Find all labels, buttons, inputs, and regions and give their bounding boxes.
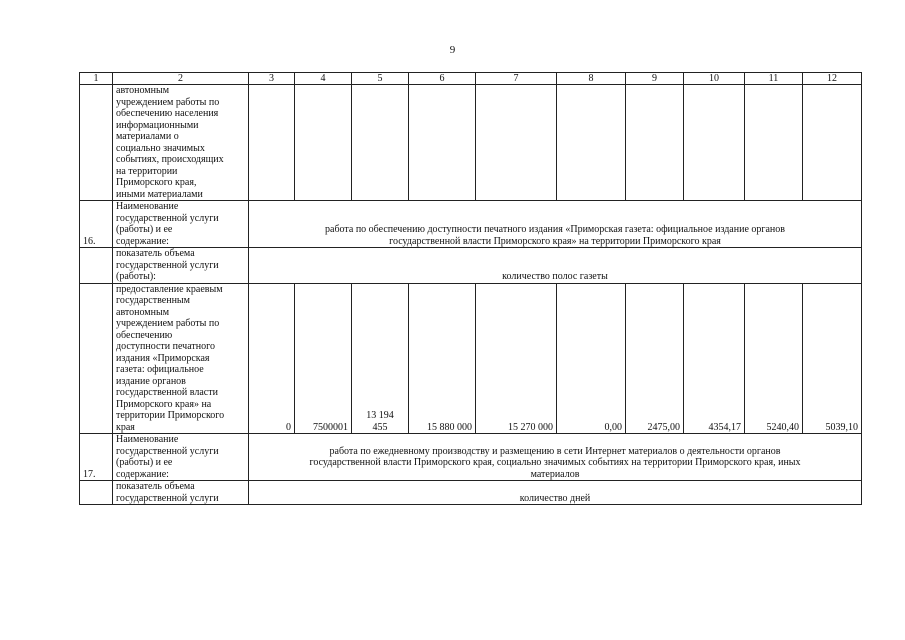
description-line: показатель объема — [116, 481, 195, 492]
value-line: 13 194 — [366, 410, 394, 421]
description-line: информационными — [116, 119, 199, 131]
indicator-content-cell: количество дней — [249, 481, 862, 505]
description-cell — [113, 434, 249, 481]
column-header: 9 — [626, 73, 684, 85]
value-cell: 5240,40 — [745, 283, 803, 434]
description-line: издания «Приморская — [116, 352, 210, 364]
table-row — [80, 434, 862, 481]
description-line: содержание: — [116, 468, 169, 480]
description-cell — [113, 85, 249, 201]
service-content-line: работа по обеспечению доступности печатного издания «Приморская газета: официальное издание органов — [325, 224, 785, 235]
column-header: 1 — [80, 73, 113, 85]
description-line: предоставление краевым — [116, 283, 223, 295]
value-cell: 0,00 — [557, 283, 626, 434]
row-number-cell — [80, 283, 113, 434]
empty-cell — [626, 85, 684, 201]
description-line: территории Приморского — [116, 410, 225, 421]
description-line: (работы) и ее — [116, 224, 173, 235]
service-content-line: работа по ежедневному производству и размещению в сети Интернет материалов о деятельности органов — [329, 445, 781, 457]
service-content-line: государственной власти Приморского края» на территории Приморского края — [389, 235, 721, 247]
table-row — [80, 248, 862, 284]
budget-table — [79, 72, 862, 505]
value-cell: 15 880 000 — [409, 283, 476, 434]
row-number-cell: 17. — [80, 434, 113, 481]
column-header: 2 — [113, 73, 249, 85]
description-line: государственной услуги — [116, 445, 219, 457]
description-line: автономным — [116, 85, 170, 96]
column-header: 4 — [295, 73, 352, 85]
description-line: учреждением работы по — [116, 96, 220, 108]
description-line: событиях, происходящих — [116, 154, 224, 165]
empty-cell — [803, 85, 862, 201]
column-header: 8 — [557, 73, 626, 85]
column-header: 3 — [249, 73, 295, 85]
description-line: края — [116, 421, 135, 433]
service-content-line: материалов — [530, 468, 580, 480]
indicator-content-cell: количество полос газеты — [249, 248, 862, 284]
empty-cell — [745, 85, 803, 201]
empty-cell — [476, 85, 557, 201]
column-header: 12 — [803, 73, 862, 85]
empty-cell — [249, 85, 295, 201]
row-number-cell — [80, 248, 113, 284]
description-line: Приморского края, — [116, 177, 197, 188]
description-line: Наименование — [116, 434, 179, 445]
column-header: 7 — [476, 73, 557, 85]
description-line: обеспечению — [116, 329, 173, 341]
description-line: издание органов — [116, 375, 186, 387]
empty-cell — [352, 85, 409, 201]
description-line: (работы): — [116, 271, 156, 282]
description-line: на территории — [116, 165, 178, 177]
row-number-cell — [80, 481, 113, 505]
description-line: государственным — [116, 295, 190, 306]
row-number-cell — [80, 85, 113, 201]
column-header: 6 — [409, 73, 476, 85]
empty-cell — [684, 85, 745, 201]
empty-cell — [409, 85, 476, 201]
column-header: 5 — [352, 73, 409, 85]
description-line: материалами о — [116, 131, 179, 142]
service-content-cell — [249, 201, 862, 248]
page-number: 9 — [449, 44, 456, 56]
table-row — [80, 85, 862, 201]
description-cell — [113, 201, 249, 248]
description-line: государственной услуги — [116, 212, 219, 224]
description-cell — [113, 248, 249, 284]
row-number-cell: 16. — [80, 201, 113, 248]
description-line: учреждением работы по — [116, 318, 220, 329]
description-line: доступности печатного — [116, 341, 215, 352]
description-line: социально значимых — [116, 142, 205, 154]
description-line: Приморского края» на — [116, 398, 212, 410]
empty-cell — [295, 85, 352, 201]
description-line: Наименование — [116, 201, 179, 212]
description-cell — [113, 481, 249, 505]
description-line: (работы) и ее — [116, 457, 173, 468]
description-line: показатель объема — [116, 248, 195, 259]
table-row — [80, 481, 862, 505]
table-row — [80, 283, 862, 434]
description-line: автономным — [116, 306, 170, 318]
value-cell: 4354,17 — [684, 283, 745, 434]
table-row — [80, 201, 862, 248]
description-line: иными материалами — [116, 188, 203, 200]
description-line: газета: официальное — [116, 364, 204, 375]
description-line: обеспечению населения — [116, 108, 219, 119]
description-cell — [113, 283, 249, 434]
value-cell: 2475,00 — [626, 283, 684, 434]
description-line: государственной услуги — [116, 492, 219, 504]
column-header: 11 — [745, 73, 803, 85]
column-header: 10 — [684, 73, 745, 85]
value-cell: 5039,10 — [803, 283, 862, 434]
value-cell: 15 270 000 — [476, 283, 557, 434]
value-cell: 7500001 — [295, 283, 352, 434]
value-cell: 0 — [249, 283, 295, 434]
description-line: государственной услуги — [116, 259, 219, 271]
value-cell — [352, 283, 409, 434]
description-line: государственной власти — [116, 387, 218, 398]
empty-cell — [557, 85, 626, 201]
service-content-cell — [249, 434, 862, 481]
value-line: 455 — [372, 421, 388, 433]
column-header-row — [80, 73, 862, 85]
description-line: содержание: — [116, 235, 169, 247]
service-content-line: государственной власти Приморского края, социально значимых событиях на территории Приморского края, иных — [309, 457, 801, 468]
